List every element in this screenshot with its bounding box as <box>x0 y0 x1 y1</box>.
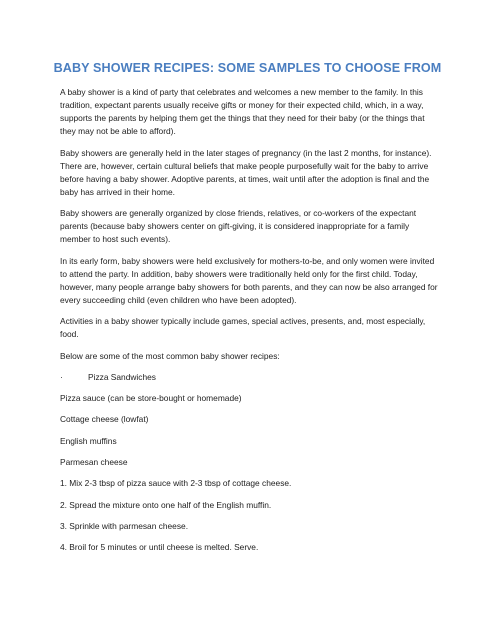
ingredient-item: English muffins <box>60 435 117 446</box>
recipe-step: 4. Broil for 5 minutes or until cheese is melted. Serve. <box>60 542 259 553</box>
document-body <box>60 86 442 562</box>
recipe-name: Pizza Sandwiches <box>88 371 156 382</box>
paragraph-organizers: Baby showers are generally organized by close friends, relatives, or co-workers of the expectant parents (because baby showers center on gift-giving, it is considered inappropriate for a family member to host such events). <box>60 208 417 245</box>
paragraph-recipes-intro: Below are some of the most common baby shower recipes: <box>60 350 280 361</box>
bullet-marker: · <box>60 371 63 382</box>
ingredient-item: Pizza sauce (can be store-bought or homemade) <box>60 393 242 404</box>
ingredient-item: Cottage cheese (lowfat) <box>60 414 149 425</box>
recipe-bullet-item <box>60 371 442 384</box>
paragraph-timing: Baby showers are generally held in the later stages of pregnancy (in the last 2 months, for instance). There are, however, certain cultural beliefs that make people purposefully wait for the baby to arrive before having a baby shower. Adoptive parents, at times, wait until after the adoption is final and the baby has arrived in their home. <box>60 147 432 197</box>
recipe-step: 2. Spread the mixture onto one half of the English muffin. <box>60 499 272 510</box>
paragraph-history: In its early form, baby showers were held exclusively for mothers-to-be, and only women were invited to attend the party. In addition, baby showers were traditionally held only for the first child. Today, however, many people arrange baby showers for both parents, and they can now be also arranged for every succeeding child (even children who have been adopted). <box>60 255 438 305</box>
paragraph-intro: A baby shower is a kind of party that celebrates and welcomes a new member to the family. In this tradition, expectant parents usually receive gifts or money for their expected child, which, in a way, supports the parents by helping them get the things that they need for their baby (or the things that they may not be able to afford). <box>60 87 425 137</box>
paragraph-activities: Activities in a baby shower typically include games, special actives, presents, and, most especially, food. <box>60 316 426 340</box>
ingredient-item: Parmesan cheese <box>60 456 128 467</box>
recipe-step: 1. Mix 2-3 tbsp of pizza sauce with 2-3 tbsp of cottage cheese. <box>60 478 292 489</box>
document-title: BABY SHOWER RECIPES: SOME SAMPLES TO CHOOSE FROM <box>53 61 442 75</box>
recipe-step: 3. Sprinkle with parmesan cheese. <box>60 520 189 531</box>
